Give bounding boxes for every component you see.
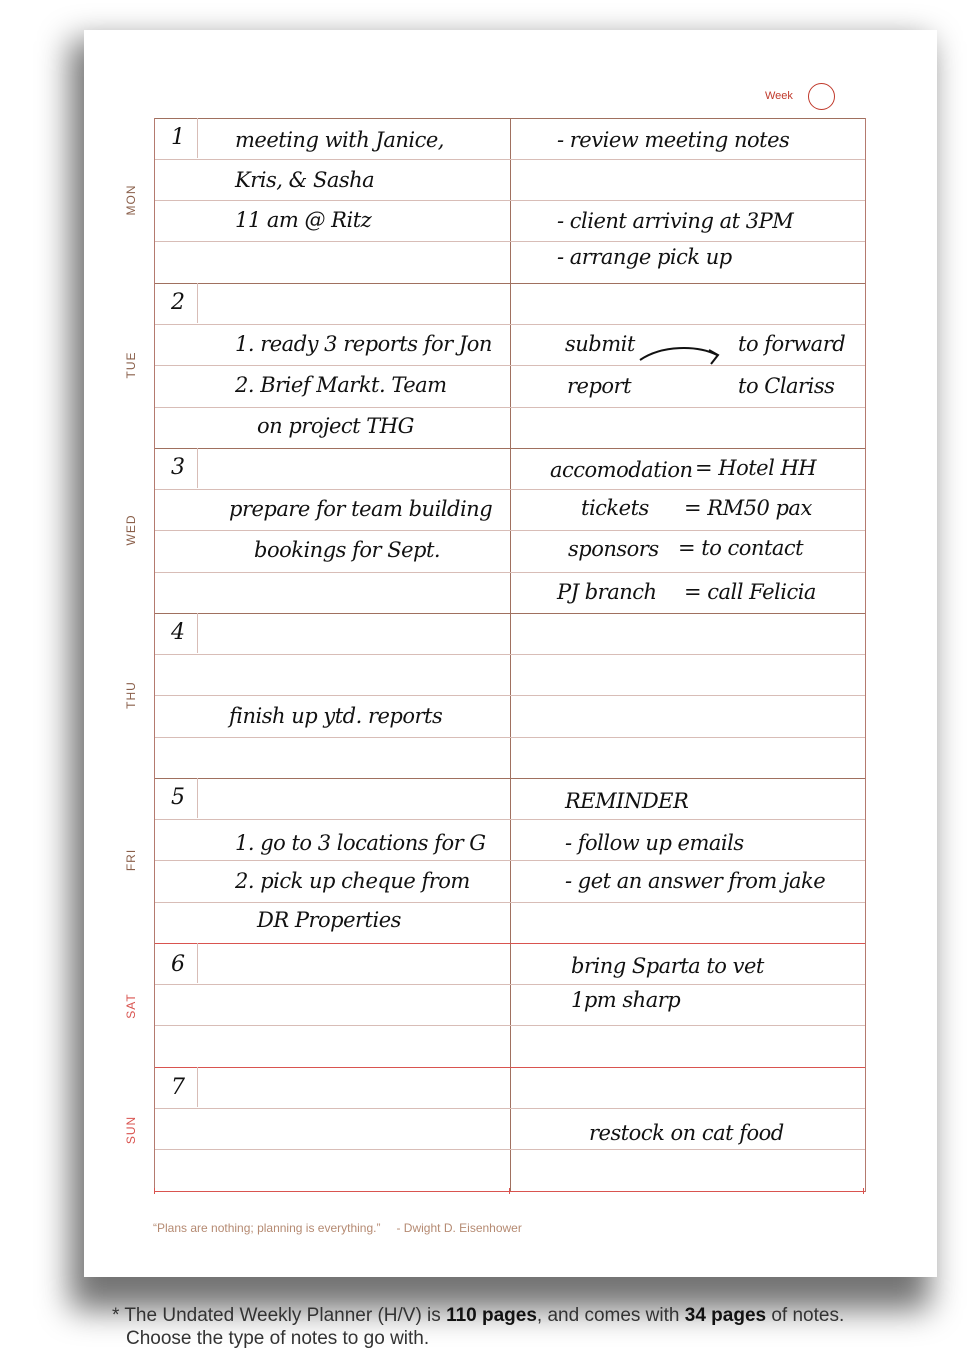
day-number: 1 [171, 125, 185, 150]
note-text: meeting with Janice, [235, 128, 444, 152]
note-text: = Hotel HH [695, 456, 817, 480]
product-footnote [112, 1304, 932, 1350]
note-text: = RM50 pax [684, 496, 812, 520]
row-line [155, 1149, 865, 1150]
grid-tick [863, 1188, 864, 1194]
note-text: PJ branch [557, 580, 657, 604]
week-label: Week [765, 90, 793, 102]
row-line [155, 572, 865, 573]
note-text: 1. go to 3 locations for G [235, 831, 486, 855]
note-text: to forward [738, 332, 846, 356]
note-text: 11 am @ Ritz [235, 208, 372, 232]
row-line [155, 943, 865, 944]
row-line [155, 118, 865, 119]
week-grid [154, 118, 866, 1192]
row-line [155, 407, 865, 408]
row-line [155, 695, 865, 696]
day-number: 3 [171, 455, 185, 480]
quote-author: - Dwight D. Eisenhower [396, 1221, 522, 1235]
note-text: bookings for Sept. [254, 538, 441, 562]
row-line [155, 283, 865, 284]
row-line [155, 984, 865, 985]
row-line [155, 1191, 865, 1192]
row-line [155, 200, 865, 201]
note-text: 1pm sharp [571, 988, 681, 1012]
row-line [155, 860, 865, 861]
row-line [155, 365, 865, 366]
day-number: 2 [171, 290, 185, 315]
day-name: THU [124, 681, 138, 709]
row-line [155, 1067, 865, 1068]
note-text: - get an answer from jake [565, 869, 826, 893]
row-line [155, 778, 865, 779]
row-line [155, 1025, 865, 1026]
note-text: - follow up emails [565, 831, 744, 855]
day-name: TUE [124, 351, 138, 379]
note-text: on project THG [257, 414, 414, 438]
note-text: report [567, 374, 632, 398]
row-line [155, 1108, 865, 1109]
day-name: WED [124, 514, 138, 546]
day-number: 6 [171, 952, 185, 977]
row-line [155, 489, 865, 490]
note-text: - client arriving at 3PM [557, 209, 794, 233]
grid-tick [154, 1188, 155, 1194]
footnote-line2: Choose the type of notes to go with. [126, 1328, 430, 1349]
day-name: MON [124, 184, 138, 216]
day-number: 5 [171, 785, 185, 810]
row-line [155, 613, 865, 614]
day-number: 7 [171, 1075, 185, 1100]
week-number-circle[interactable] [808, 83, 835, 110]
row-line [155, 654, 865, 655]
footnote-notes-pages: 34 pages [684, 1305, 767, 1326]
grid-tick [509, 1188, 510, 1194]
note-text: - review meeting notes [557, 128, 790, 152]
note-text: restock on cat food [589, 1121, 784, 1145]
footnote-suffix: of notes. [766, 1305, 845, 1326]
note-text: sponsors [568, 537, 659, 561]
note-text: - arrange pick up [557, 245, 732, 269]
quote-text: “Plans are nothing; planning is everything.” [153, 1221, 381, 1235]
footnote-prefix: * The Undated Weekly Planner (H/V) is [112, 1305, 447, 1326]
note-text: prepare for team building [229, 497, 493, 521]
note-text: 1. ready 3 reports for Jon [235, 332, 492, 356]
footnote-pages: 110 pages [446, 1305, 537, 1326]
note-text: tickets [581, 496, 649, 520]
row-line [155, 530, 865, 531]
note-text: submit [565, 332, 635, 356]
note-text: DR Properties [257, 908, 401, 932]
note-text: bring Sparta to vet [571, 954, 764, 978]
note-text: Kris, & Sasha [235, 168, 375, 192]
row-line [155, 159, 865, 160]
day-name: SAT [124, 993, 138, 1019]
row-line [155, 241, 865, 242]
row-line [155, 448, 865, 449]
day-name: FRI [124, 848, 138, 872]
note-text: finish up ytd. reports [229, 704, 443, 728]
note-text: = call Felicia [684, 580, 816, 604]
column-divider [510, 118, 511, 1192]
row-line [155, 902, 865, 903]
row-line [155, 737, 865, 738]
note-text: to Clariss [738, 374, 835, 398]
footnote-middle: , and comes with [536, 1305, 685, 1326]
note-text: accomodation [550, 458, 693, 482]
arrow-icon [637, 340, 723, 370]
row-line [155, 819, 865, 820]
note-text: REMINDER [565, 789, 689, 813]
note-text: 2. Brief Markt. Team [235, 373, 447, 397]
note-text: = to contact [678, 536, 804, 560]
quote [153, 1221, 522, 1235]
row-line [155, 324, 865, 325]
day-name: SUN [124, 1115, 138, 1145]
day-number: 4 [171, 620, 185, 645]
note-text: 2. pick up cheque from [235, 869, 470, 893]
